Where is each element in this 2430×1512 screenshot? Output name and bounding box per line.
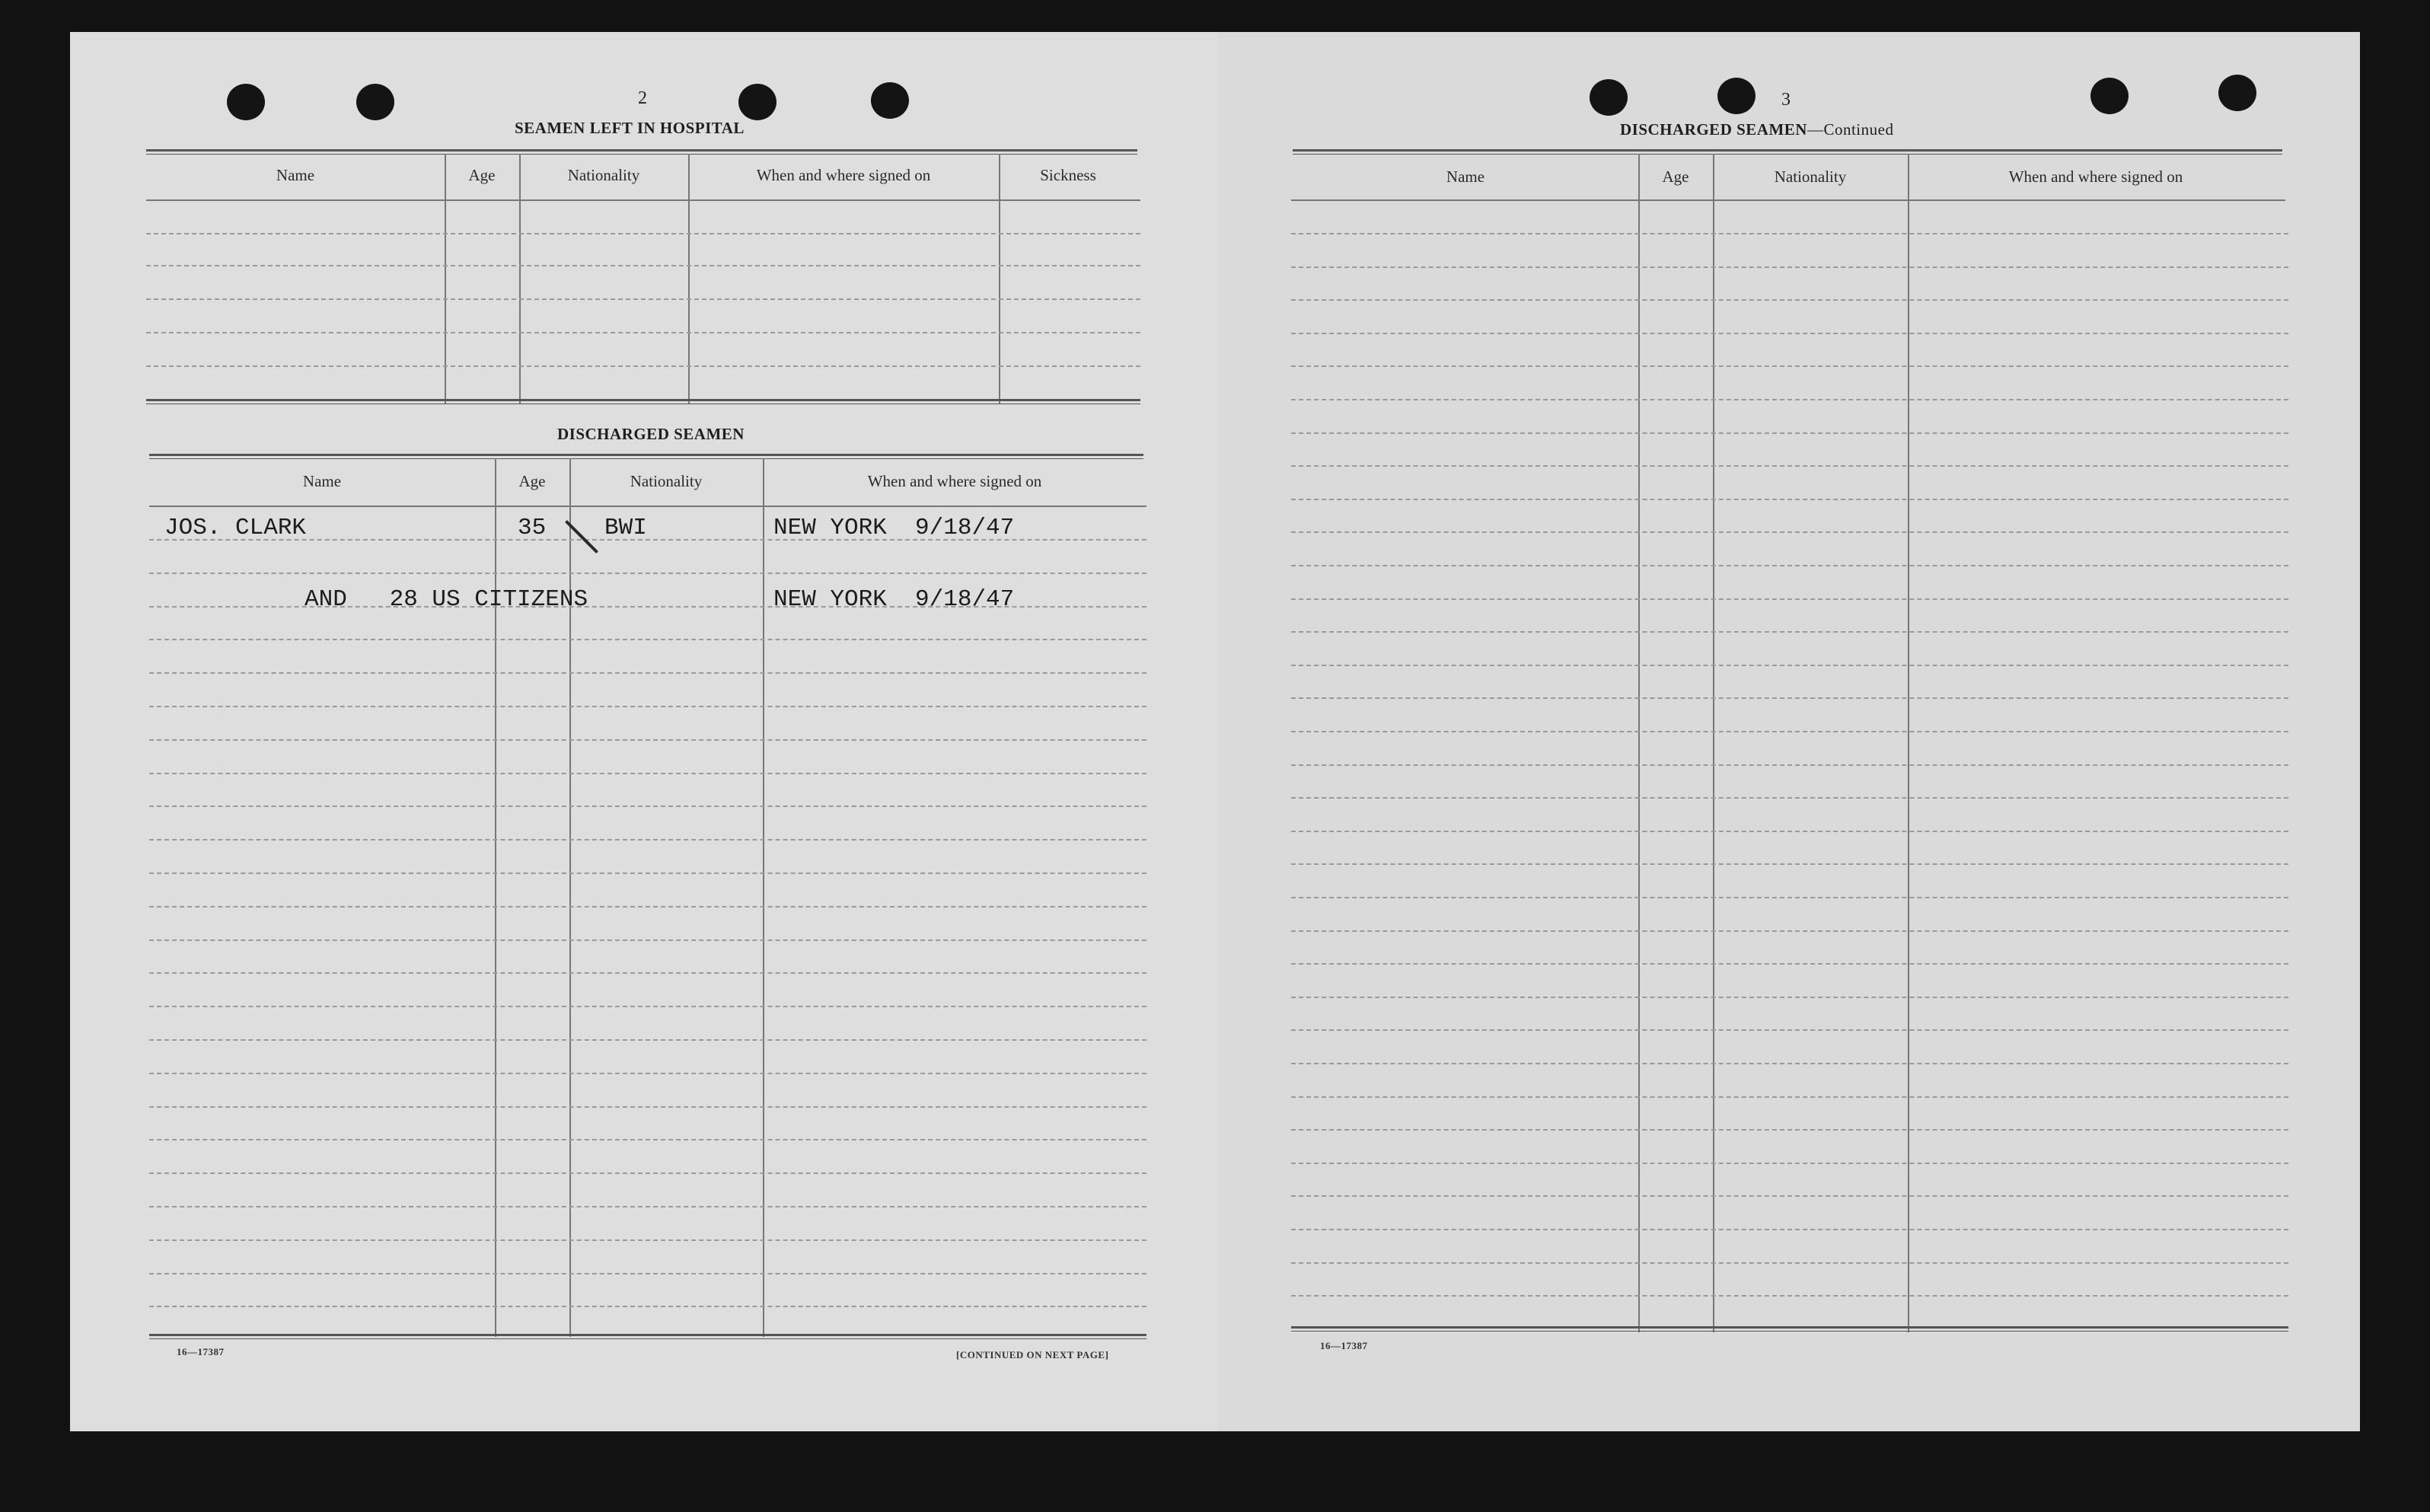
row-rule [1291, 697, 2288, 699]
row-rule [1291, 731, 2288, 732]
row-rule [1291, 665, 2288, 666]
table-bottom-rule [1291, 1326, 2288, 1332]
col-header-name: Name [302, 472, 342, 490]
col-header-signed-on: When and where signed on [756, 166, 931, 184]
continued-note: [CONTINUED ON NEXT PAGE] [956, 1349, 1109, 1360]
row-rule [1291, 1063, 2288, 1064]
row-rule [1291, 797, 2288, 799]
row-rule [1291, 333, 2288, 334]
row-rule [149, 706, 1146, 707]
row-rule [149, 1206, 1146, 1207]
row-rule [1291, 299, 2288, 301]
typed-name: JOS. CLARK [164, 515, 307, 541]
col-header-nationality: Nationality [630, 472, 703, 490]
row-rule [149, 1172, 1146, 1174]
col-header-age: Age [468, 166, 496, 184]
typed-name: AND 28 US CITIZENS [305, 586, 588, 613]
row-rule [146, 365, 1140, 367]
row-rule [1291, 233, 2288, 234]
row-rule [1291, 631, 2288, 633]
row-rule [1291, 1295, 2288, 1297]
row-rule [149, 1273, 1146, 1274]
typed-signed-on: NEW YORK 9/18/47 [773, 586, 1015, 613]
punch-hole [1590, 79, 1628, 116]
col-header-name: Name [1446, 167, 1485, 186]
col-header-signed-on: When and where signed on [2008, 167, 2183, 186]
col-header-name: Name [276, 166, 315, 184]
punch-hole [1717, 78, 1756, 114]
column-divider [1638, 154, 1640, 1332]
row-rule [1291, 1262, 2288, 1264]
row-rule [149, 1039, 1146, 1041]
punch-hole [2090, 78, 2129, 114]
row-rule [149, 1139, 1146, 1140]
title-suffix: —Continued [1807, 120, 1894, 139]
header-rule [149, 506, 1146, 507]
row-rule [1291, 1096, 2288, 1098]
row-rule [1291, 1029, 2288, 1031]
row-rule [1291, 930, 2288, 932]
row-rule [149, 1073, 1146, 1074]
row-rule [1291, 997, 2288, 998]
form-number: 16—17387 [1320, 1340, 1368, 1351]
row-rule [1291, 863, 2288, 865]
row-rule [149, 672, 1146, 674]
typed-age: 35 [518, 515, 547, 541]
table-top-rule [1293, 149, 2282, 155]
row-rule [149, 805, 1146, 807]
row-rule [1291, 365, 2288, 367]
punch-hole [871, 82, 909, 119]
col-header-age: Age [1662, 167, 1689, 186]
table-top-rule [146, 149, 1137, 155]
row-rule [146, 265, 1140, 266]
row-rule [1291, 531, 2288, 533]
col-header-signed-on: When and where signed on [867, 472, 1042, 490]
row-rule [1291, 1229, 2288, 1230]
page-number: 3 [1781, 90, 1791, 110]
header-rule [146, 199, 1140, 201]
row-rule [1291, 432, 2288, 434]
row-rule [1291, 598, 2288, 600]
row-rule [1291, 831, 2288, 832]
punch-hole [356, 84, 394, 120]
table-top-rule [149, 454, 1143, 459]
row-rule [149, 573, 1146, 574]
discharged-continued-title [1620, 120, 1893, 139]
page-number: 2 [638, 88, 647, 108]
row-rule [1291, 897, 2288, 898]
typed-nationality: BWI [604, 515, 647, 541]
row-rule [149, 839, 1146, 841]
row-rule [1291, 1163, 2288, 1164]
punch-hole [738, 84, 777, 120]
discharged-section-title: DISCHARGED SEAMEN [557, 425, 745, 443]
form-number: 16—17387 [177, 1346, 225, 1357]
row-rule [149, 773, 1146, 774]
row-rule [1291, 963, 2288, 965]
punch-hole [2218, 75, 2256, 111]
column-divider [763, 458, 764, 1337]
row-rule [1291, 764, 2288, 766]
typed-signed-on: NEW YORK 9/18/47 [773, 515, 1015, 541]
row-rule [1291, 266, 2288, 268]
row-rule [1291, 1195, 2288, 1197]
row-rule [149, 1239, 1146, 1241]
row-rule [149, 1306, 1146, 1307]
hospital-section-title: SEAMEN LEFT IN HOSPITAL [515, 119, 745, 137]
row-rule [1291, 465, 2288, 467]
table-bottom-rule [146, 399, 1140, 404]
title-main: DISCHARGED SEAMEN [1620, 120, 1807, 139]
row-rule [146, 298, 1140, 300]
col-header-nationality: Nationality [567, 166, 640, 184]
row-rule [149, 639, 1146, 640]
row-rule [1291, 565, 2288, 566]
row-rule [146, 332, 1140, 333]
row-rule [149, 1106, 1146, 1108]
row-rule [146, 233, 1140, 234]
header-rule [1291, 199, 2285, 201]
col-header-sickness: Sickness [1040, 166, 1096, 184]
row-rule [149, 872, 1146, 874]
left-page [70, 32, 1241, 1431]
column-divider [1908, 154, 1909, 1332]
column-divider [1713, 154, 1714, 1332]
row-rule [149, 939, 1146, 941]
table-bottom-rule [149, 1334, 1146, 1339]
row-rule [1291, 499, 2288, 500]
row-rule [149, 739, 1146, 741]
row-rule [149, 972, 1146, 974]
punch-hole [227, 84, 265, 120]
row-rule [149, 1006, 1146, 1007]
row-rule [149, 906, 1146, 908]
col-header-nationality: Nationality [1774, 167, 1847, 186]
row-rule [1291, 399, 2288, 400]
col-header-age: Age [518, 472, 546, 490]
row-rule [1291, 1129, 2288, 1131]
